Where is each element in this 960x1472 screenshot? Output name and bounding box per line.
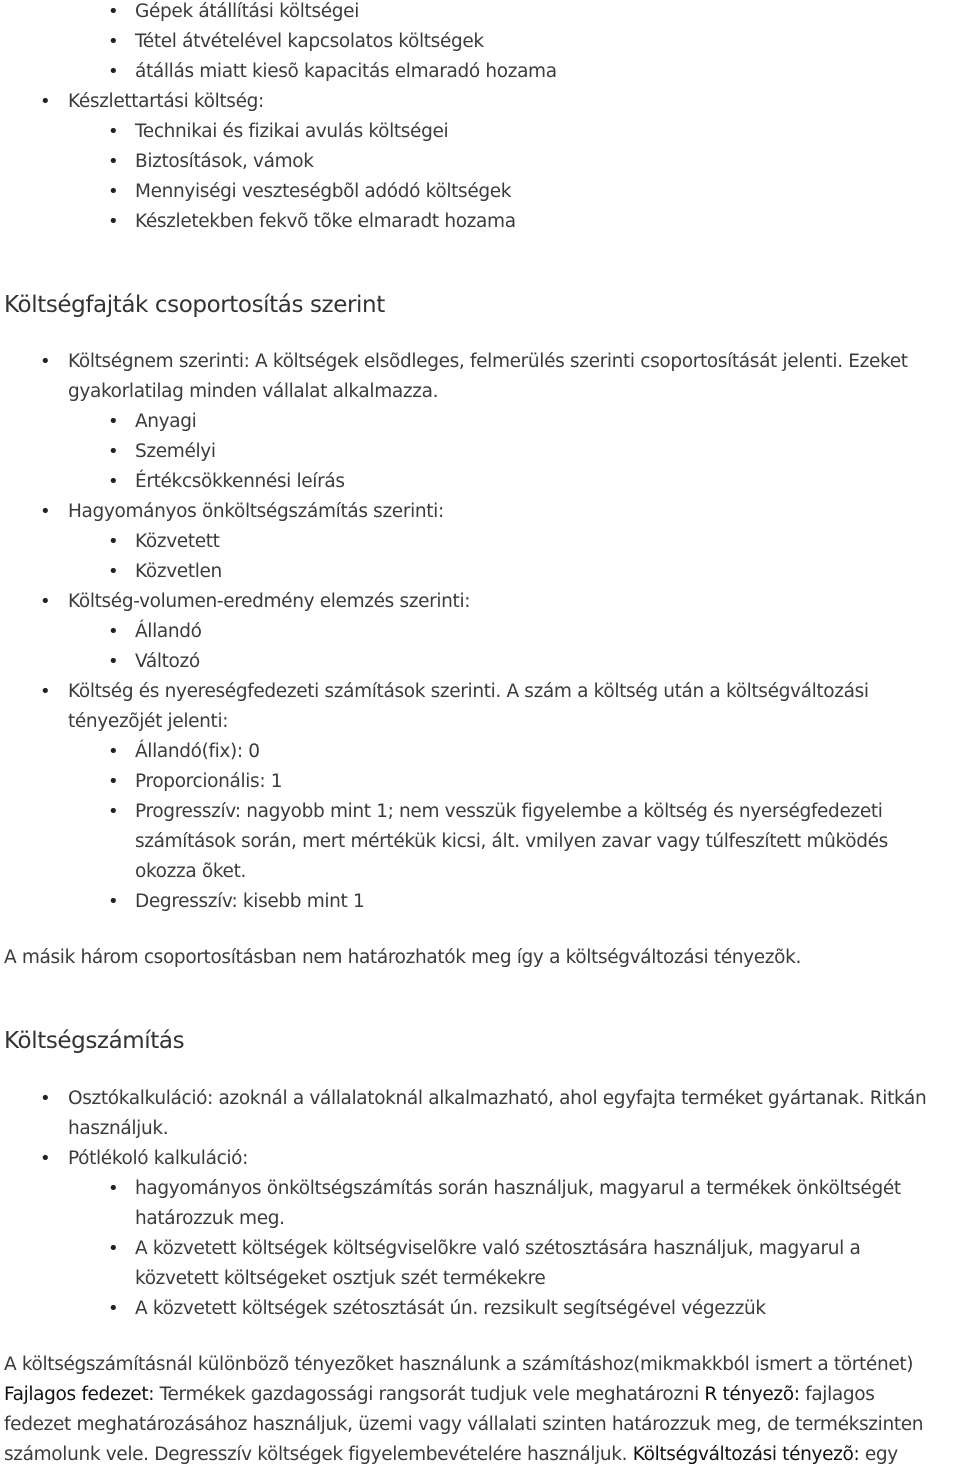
bullet: • bbox=[40, 591, 51, 612]
bullet: • bbox=[108, 771, 119, 792]
term-r-tenyezo: R tényezõ: bbox=[704, 1384, 800, 1405]
bullet: • bbox=[108, 1298, 119, 1319]
list-item: Közvetett bbox=[135, 531, 220, 552]
paragraph-line: fedezet meghatározásához használjuk, üzemi vagy vállalati szinten határozzuk meg, de termékszinten bbox=[4, 1414, 924, 1435]
list-item: Progresszív: nagyobb mint 1; nem vesszük figyelembe a költség és nyerségfedezeti bbox=[135, 801, 883, 822]
list-item: Költségnem szerinti: A költségek elsõdleges, felmerülés szerinti csoportosítását jelenti. Ezeket bbox=[68, 351, 908, 372]
list-item-continuation: határozzuk meg. bbox=[135, 1208, 285, 1229]
bullet: • bbox=[40, 1148, 51, 1169]
bullet: • bbox=[40, 91, 51, 112]
bullet: • bbox=[108, 1, 119, 22]
section-heading: Költségszámítás bbox=[4, 1028, 185, 1054]
list-item: Készletekben fekvõ tõke elmaradt hozama bbox=[135, 211, 516, 232]
bullet: • bbox=[40, 1088, 51, 1109]
list-item: Proporcionális: 1 bbox=[135, 771, 283, 792]
list-item: Értékcsökkennési leírás bbox=[135, 471, 345, 492]
list-item: hagyományos önköltségszámítás során használjuk, magyarul a termékek önköltségét bbox=[135, 1178, 901, 1199]
list-item: Készlettartási költség: bbox=[68, 91, 264, 112]
list-item: A közvetett költségek szétosztását ún. rezsikult segítségével végezzük bbox=[135, 1298, 766, 1319]
bullet: • bbox=[108, 1178, 119, 1199]
bullet: • bbox=[108, 651, 119, 672]
bullet: • bbox=[108, 561, 119, 582]
bullet: • bbox=[108, 151, 119, 172]
paragraph-line bbox=[4, 1440, 898, 1470]
bullet: • bbox=[40, 681, 51, 702]
list-item: Állandó bbox=[135, 621, 202, 642]
list-item-continuation: közvetett költségeket osztjuk szét termékekre bbox=[135, 1268, 546, 1289]
list-item: Változó bbox=[135, 651, 200, 672]
list-item: Költség és nyereségfedezeti számítások szerinti. A szám a költség után a költségváltozási bbox=[68, 681, 869, 702]
list-item: Személyi bbox=[135, 441, 216, 462]
list-item-continuation: gyakorlatilag minden vállalat alkalmazza. bbox=[68, 381, 439, 402]
bullet: • bbox=[108, 531, 119, 552]
term-koltsegvaltozasi-tenyezo: Költségváltozási tényezõ: bbox=[632, 1444, 860, 1465]
list-item: Biztosítások, vámok bbox=[135, 151, 314, 172]
list-item: Költség-volumen-eredmény elemzés szerinti: bbox=[68, 591, 471, 612]
list-item-continuation: használjuk. bbox=[68, 1118, 169, 1139]
bullet: • bbox=[108, 121, 119, 142]
list-item-continuation: tényezõjét jelenti: bbox=[68, 711, 229, 732]
list-item: Hagyományos önköltségszámítás szerinti: bbox=[68, 501, 444, 522]
list-item: Mennyiségi veszteségbõl adódó költségek bbox=[135, 181, 512, 202]
list-item: Tétel átvételével kapcsolatos költségek bbox=[135, 31, 484, 52]
term-fajlagos-fedezet: Fajlagos fedezet: bbox=[4, 1384, 155, 1405]
list-item: Technikai és fizikai avulás költségei bbox=[135, 121, 449, 142]
paragraph: A másik három csoportosításban nem határozhatók meg így a költségváltozási tényezõk. bbox=[4, 947, 802, 968]
bullet: • bbox=[108, 621, 119, 642]
bullet: • bbox=[108, 61, 119, 82]
bullet: • bbox=[108, 471, 119, 492]
paragraph bbox=[4, 1380, 875, 1410]
paragraph-text: Termékek gazdagossági rangsorát tudjuk vele meghatározni bbox=[154, 1384, 705, 1405]
bullet: • bbox=[108, 801, 119, 822]
bullet: • bbox=[40, 501, 51, 522]
bullet: • bbox=[108, 181, 119, 202]
list-item: Gépek átállítási költségei bbox=[135, 1, 359, 22]
bullet: • bbox=[108, 411, 119, 432]
list-item-continuation: számítások során, mert mértékük kicsi, ált. vmilyen zavar vagy túlfeszített mûködés bbox=[135, 831, 888, 852]
list-item: átállás miatt kiesõ kapacitás elmaradó hozama bbox=[135, 61, 557, 82]
bullet: • bbox=[108, 891, 119, 912]
paragraph: A költségszámításnál különbözõ tényezõket használunk a számításhoz(mikmakkból ismert a történet) bbox=[4, 1354, 914, 1375]
bullet: • bbox=[108, 1238, 119, 1259]
bullet: • bbox=[108, 31, 119, 52]
list-item: Pótlékoló kalkuláció: bbox=[68, 1148, 249, 1169]
list-item-continuation: okozza õket. bbox=[135, 861, 247, 882]
paragraph-text: egy bbox=[859, 1444, 898, 1465]
bullet: • bbox=[108, 441, 119, 462]
list-item: A közvetett költségek költségviselõkre való szétosztására használjuk, magyarul a bbox=[135, 1238, 861, 1259]
list-item: Degresszív: kisebb mint 1 bbox=[135, 891, 365, 912]
section-heading: Költségfajták csoportosítás szerint bbox=[4, 292, 385, 318]
list-item: Állandó(fix): 0 bbox=[135, 741, 260, 762]
list-item: Osztókalkuláció: azoknál a vállalatoknál alkalmazható, ahol egyfajta terméket gyártanak. Ritkán bbox=[68, 1088, 927, 1109]
bullet: • bbox=[108, 211, 119, 232]
list-item: Anyagi bbox=[135, 411, 197, 432]
bullet: • bbox=[108, 741, 119, 762]
paragraph-text: számolunk vele. Degresszív költségek figyelembevételére használjuk. bbox=[4, 1444, 633, 1465]
bullet: • bbox=[40, 351, 51, 372]
list-item: Közvetlen bbox=[135, 561, 222, 582]
paragraph-text: fajlagos bbox=[799, 1384, 875, 1405]
